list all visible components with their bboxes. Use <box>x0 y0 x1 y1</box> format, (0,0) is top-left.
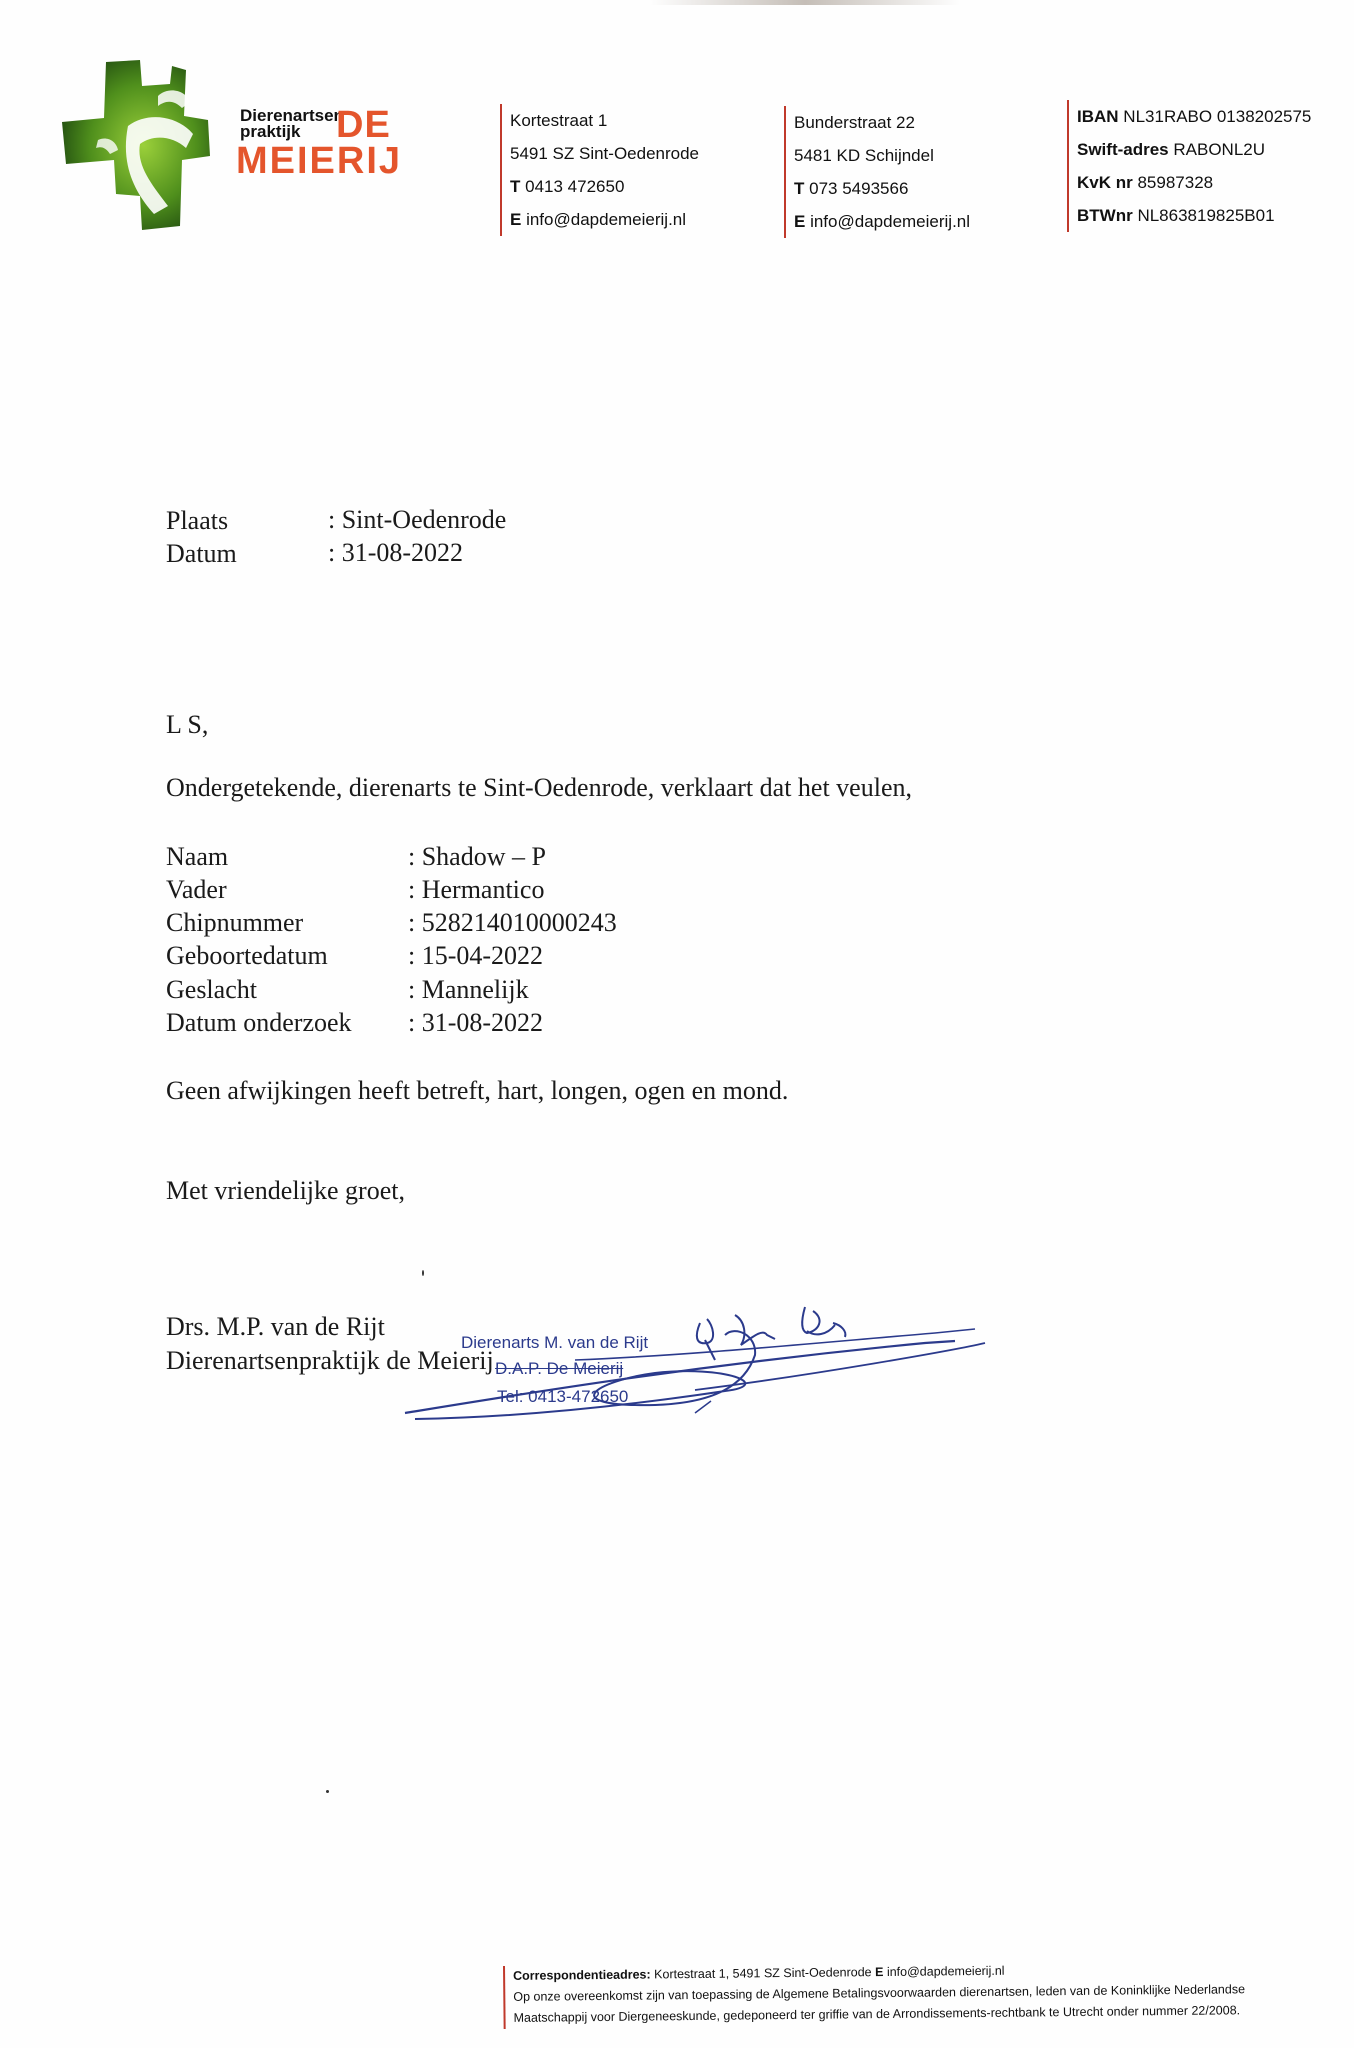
footer-terms-line: Maatschappij voor Diergeneeskunde, gedeponeerd ter griffie van de Arrondissements-rechtbank te Utrecht onder nummer 22/2008. <box>513 2003 1241 2025</box>
logo-word-meierij: MEIERIJ <box>236 140 403 182</box>
phone-value: 073 5493566 <box>809 179 909 198</box>
signer-organization: Dierenartsenpraktijk de Meierij <box>166 1346 494 1375</box>
address-street: Bunderstraat 22 <box>794 113 915 132</box>
email-label: E <box>510 210 522 229</box>
stamp-line: Dierenarts M. van de Rijt <box>461 1333 649 1352</box>
intro-sentence: Ondergetekende, dierenarts te Sint-Oedenrode, verklaart dat het veulen, <box>166 773 912 802</box>
field-value: : Shadow – P <box>408 842 546 871</box>
stamp-line: D.A.P. De Meierij <box>495 1359 624 1378</box>
btw-label: BTWnr <box>1077 206 1133 225</box>
handwritten-signature <box>395 1295 995 1435</box>
stamp-line: Tel: 0413-472650 <box>497 1387 629 1406</box>
date-label: Datum <box>166 539 237 568</box>
address-email <box>794 205 970 238</box>
email-value: info@dapdemeierij.nl <box>810 212 971 231</box>
signature-and-stamp <box>395 1295 995 1435</box>
footer-notice <box>503 1958 1245 2029</box>
phone-label: T <box>510 177 521 196</box>
iban-label: IBAN <box>1077 107 1119 126</box>
closing-greeting: Met vriendelijke groet, <box>166 1176 405 1205</box>
logo-word-dierenartsen: Dierenartsen <box>240 106 344 125</box>
email-value: info@dapdemeierij.nl <box>526 210 687 229</box>
address-sint-oedenrode <box>500 104 699 236</box>
btw-line <box>1077 199 1311 232</box>
correspondence-address: Kortestraat 1, 5491 SZ Sint-Oedenrode <box>654 1965 872 1982</box>
address-phone <box>794 172 970 205</box>
field-value: : 15-04-2022 <box>408 941 544 970</box>
logo-word-de: DE <box>336 104 391 146</box>
kvk-line <box>1077 166 1311 199</box>
address-schijndel <box>784 106 970 238</box>
iban-line <box>1077 100 1311 133</box>
field-label: Geslacht <box>166 975 257 1004</box>
scan-edge-mark <box>650 0 960 5</box>
address-phone <box>510 170 699 203</box>
examination-finding: Geen afwijkingen heeft betreft, hart, longen, ogen en mond. <box>166 1076 789 1105</box>
address-city: 5481 KD Schijndel <box>794 146 934 165</box>
veterinary-cross-icon <box>58 56 233 236</box>
phone-label: T <box>794 179 805 198</box>
signer-name: Drs. M.P. van de Rijt <box>166 1312 385 1341</box>
field-value: : Hermantico <box>408 875 545 904</box>
iban-value: NL31RABO 0138202575 <box>1123 107 1312 126</box>
place-value: : Sint-Oedenrode <box>328 505 507 534</box>
email-label: E <box>794 212 806 231</box>
field-label: Datum onderzoek <box>166 1008 352 1037</box>
swift-value: RABONL2U <box>1173 140 1266 159</box>
scan-speck <box>326 1790 329 1793</box>
logo-word-praktijk: praktijk <box>240 122 301 141</box>
btw-value: NL863819825B01 <box>1137 206 1275 225</box>
email-label: E <box>875 1965 884 1980</box>
company-details <box>1067 100 1311 232</box>
field-label: Geboortedatum <box>166 941 328 970</box>
date-value: : 31-08-2022 <box>328 538 464 567</box>
place-label: Plaats <box>166 506 229 535</box>
logo-wordmark-small <box>240 108 344 140</box>
salutation: L S, <box>166 710 209 739</box>
field-label: Naam <box>166 842 229 871</box>
field-label: Chipnummer <box>166 908 304 937</box>
kvk-value: 85987328 <box>1137 173 1214 192</box>
kvk-label: KvK nr <box>1077 173 1133 192</box>
footer-terms-line: Op onze overeenkomst zijn van toepassing de Algemene Betalingsvoorwaarden dierenartsen, leden van de Koninklijke Nederlandse <box>513 1982 1246 2004</box>
address-city: 5491 SZ Sint-Oedenrode <box>510 144 700 163</box>
swift-label: Swift-adres <box>1077 140 1169 159</box>
field-value: : 31-08-2022 <box>408 1008 544 1037</box>
address-street: Kortestraat 1 <box>510 111 608 130</box>
correspondence-email: info@dapdemeierij.nl <box>886 1963 1005 1979</box>
address-email <box>510 203 699 236</box>
scan-speck <box>422 1270 424 1276</box>
field-value: : 528214010000243 <box>408 908 617 937</box>
practice-logo <box>58 56 408 236</box>
field-label: Vader <box>166 875 227 904</box>
correspondence-label: Correspondentieadres: <box>513 1967 651 1983</box>
swift-line <box>1077 133 1311 166</box>
phone-value: 0413 472650 <box>525 177 625 196</box>
field-value: : Mannelijk <box>408 975 529 1004</box>
